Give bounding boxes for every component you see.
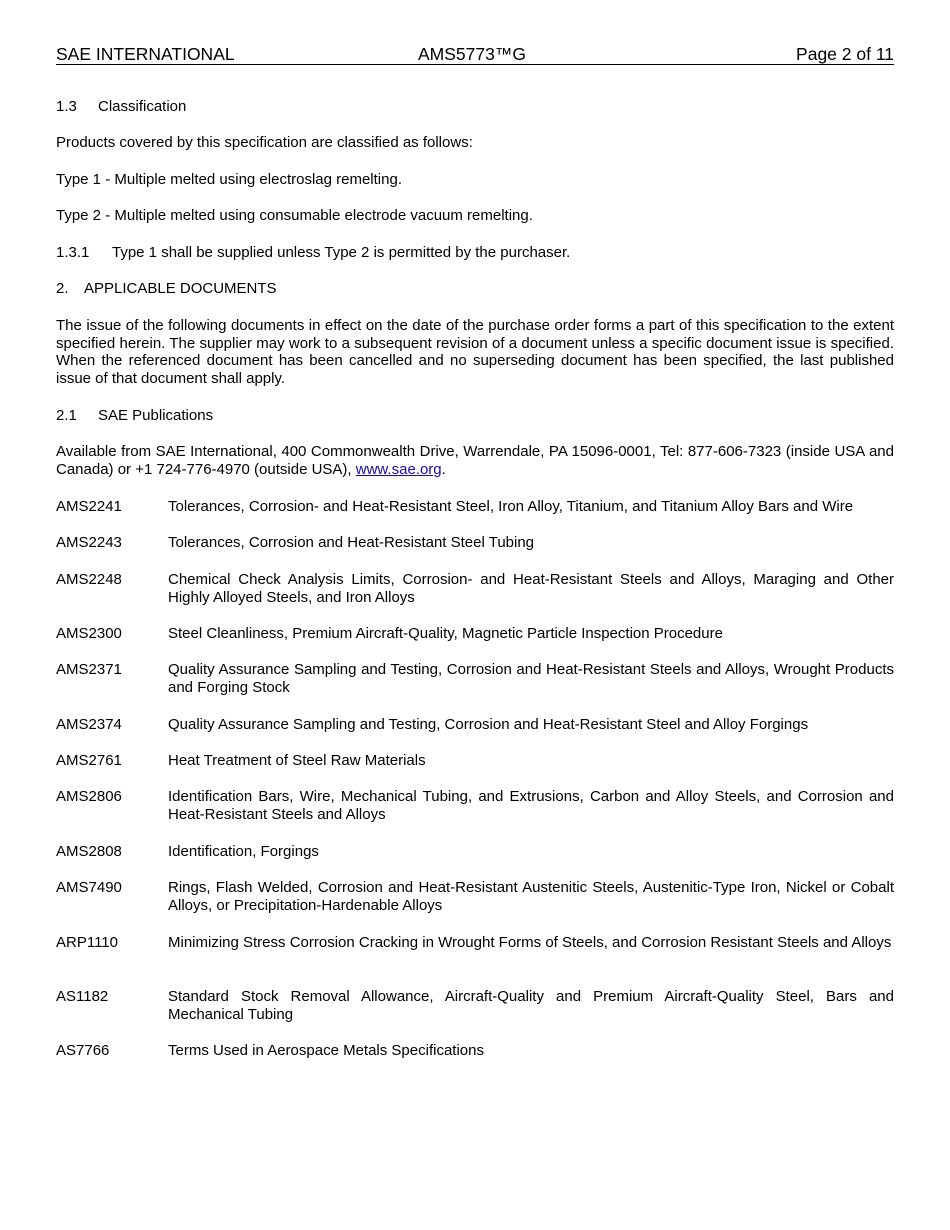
reference-code: AMS2243 — [56, 534, 122, 551]
reference-code: AMS2761 — [56, 752, 122, 769]
section-title: SAE Publications — [98, 407, 214, 424]
reference-code: AS1182 — [56, 988, 109, 1005]
section-number: 2.1 — [56, 407, 77, 424]
reference-title: Identification, Forgings — [168, 843, 319, 860]
page-header — [56, 44, 894, 65]
reference-title: Quality Assurance Sampling and Testing, Corrosion and Heat-Resistant Steels and Alloys, Wrought Products and Forging Stock — [168, 661, 894, 696]
header-page-number: Page 2 of 11 — [796, 44, 894, 64]
section-number: 1.3 — [56, 98, 77, 115]
reference-title: Steel Cleanliness, Premium Aircraft-Quality, Magnetic Particle Inspection Procedure — [168, 625, 723, 642]
reference-code: AMS2241 — [56, 498, 122, 515]
reference-title: Quality Assurance Sampling and Testing, Corrosion and Heat-Resistant Steel and Alloy Forgings — [168, 716, 809, 733]
reference-title: Tolerances, Corrosion and Heat-Resistant Steel Tubing — [168, 534, 535, 551]
sae-website-link[interactable]: www.sae.org — [355, 460, 442, 478]
availability-end: . — [441, 460, 446, 478]
section-2-1-heading — [56, 407, 894, 425]
reference-code: AMS2371 — [56, 661, 122, 678]
header-doc-id: AMS5773™G — [418, 44, 526, 64]
reference-title: Chemical Check Analysis Limits, Corrosion- and Heat-Resistant Steels and Alloys, Maraging and Other Highly Alloyed Steels, and Iron Alloys — [168, 571, 894, 606]
reference-title: Heat Treatment of Steel Raw Materials — [168, 752, 426, 769]
section-1-3-heading — [56, 98, 894, 116]
availability-text: Available from SAE International, 400 Commonwealth Drive, Warrendale, PA 15096-0001, Tel: 877-606-7323 (inside USA and Canada) or +1 724-776-4970 (outside USA), — [56, 443, 894, 478]
reference-title: Identification Bars, Wire, Mechanical Tubing, and Extrusions, Carbon and Alloy Steels, and Corrosion and Heat-Resistant Steels and Alloys — [168, 788, 894, 823]
classification-intro: Products covered by this specification are classified as follows: — [56, 134, 473, 151]
reference-title: Terms Used in Aerospace Metals Specifications — [168, 1042, 484, 1059]
reference-code: ARP1110 — [56, 934, 118, 951]
sae-availability-text — [56, 443, 894, 478]
applicable-documents-text: The issue of the following documents in effect on the date of the purchase order forms a part of this specification to the extent specified herein. The supplier may work to a subsequent revision of a document unless a specific document issue is specified. When the referenced document has been cancelled and no superseding document has been specified, the last published issue of that document shall apply. — [56, 317, 894, 387]
section-2-heading — [56, 280, 894, 298]
header-org: SAE INTERNATIONAL — [56, 44, 235, 64]
type-1-definition: Type 1 - Multiple melted using electroslag remelting. — [56, 171, 402, 188]
type-2-definition: Type 2 - Multiple melted using consumable electrode vacuum remelting. — [56, 207, 533, 224]
section-1-3-1 — [56, 244, 894, 262]
reference-title: Minimizing Stress Corrosion Cracking in Wrought Forms of Steels, and Corrosion Resistant Steels and Alloys — [168, 934, 892, 951]
section-text: Type 1 shall be supplied unless Type 2 is permitted by the purchaser. — [112, 244, 571, 261]
reference-code: AMS2808 — [56, 843, 122, 860]
section-number: 2. — [56, 280, 69, 297]
reference-title: Tolerances, Corrosion- and Heat-Resistant Steel, Iron Alloy, Titanium, and Titanium Alloy Bars and Wire — [168, 498, 854, 515]
section-title: APPLICABLE DOCUMENTS — [84, 280, 277, 297]
reference-code: AMS2374 — [56, 716, 122, 733]
reference-title: Rings, Flash Welded, Corrosion and Heat-Resistant Austenitic Steels, Austenitic-Type Iron, Nickel or Cobalt Alloys, or Precipitation-Hardenable Alloys — [168, 879, 894, 914]
reference-title: Standard Stock Removal Allowance, Aircraft-Quality and Premium Aircraft-Quality Steel, Bars and Mechanical Tubing — [168, 988, 894, 1023]
reference-code: AS7766 — [56, 1042, 110, 1059]
reference-code: AMS2300 — [56, 625, 122, 642]
section-title: Classification — [98, 98, 187, 115]
reference-code: AMS7490 — [56, 879, 122, 896]
reference-code: AMS2806 — [56, 788, 122, 805]
reference-code: AMS2248 — [56, 571, 122, 588]
section-number: 1.3.1 — [56, 244, 90, 261]
